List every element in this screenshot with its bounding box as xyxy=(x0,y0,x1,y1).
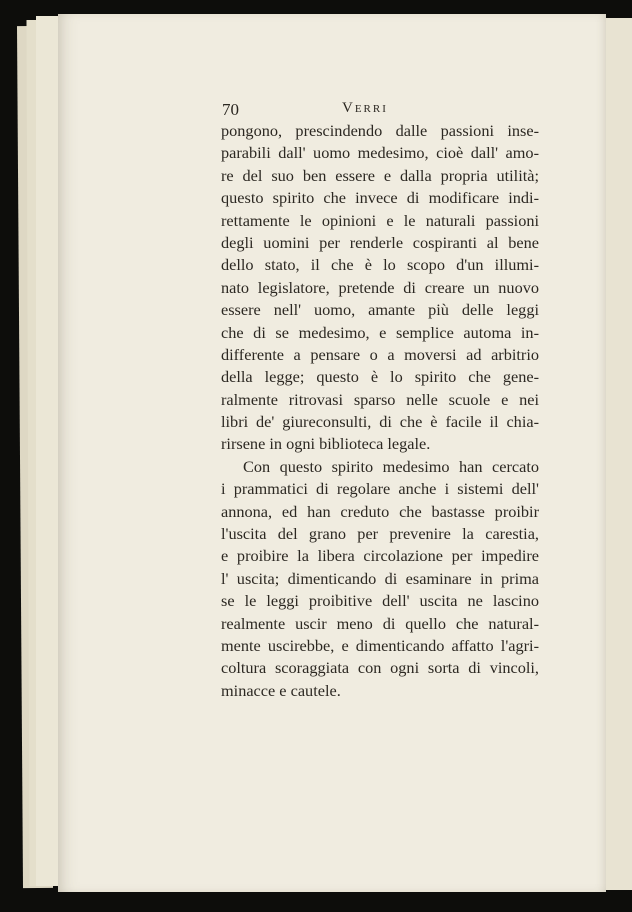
text-line: dello stato, il che è lo scopo d'un illumi- xyxy=(221,255,539,275)
text-line: libri de' giureconsulti, di che è facile il chia- xyxy=(221,412,539,432)
text-line: parabili dall' uomo medesimo, cioè dall' amo- xyxy=(221,143,539,163)
text-line: questo spirito che invece di modificare indi- xyxy=(221,188,539,208)
text-line: degli uomini per renderle cospiranti al bene xyxy=(221,232,539,252)
text-line: realmente uscir meno di quello che natural- xyxy=(221,613,539,633)
text-line: minacce e cautele. xyxy=(221,680,341,700)
text-line: Con questo spirito medesimo han cercato xyxy=(243,456,539,476)
text-line: della legge; questo è lo spirito che gene- xyxy=(221,367,539,387)
text-line: nato legislatore, pretende di creare un nuovo xyxy=(221,277,539,297)
facing-page-edge xyxy=(603,18,632,890)
text-line: annona, ed han creduto che bastasse proibir xyxy=(221,501,539,521)
text-line: ralmente ritrovasi sparso nelle scuole e nei xyxy=(221,389,539,409)
text-line: che di se medesimo, e semplice automa in- xyxy=(221,322,539,342)
text-line: essere nell' uomo, amante più delle leggi xyxy=(221,300,539,320)
text-line: l' uscita; dimenticando di esaminare in prima xyxy=(221,568,539,588)
paragraph xyxy=(221,120,539,456)
text-line: i prammatici di regolare anche i sistemi dell' xyxy=(221,479,539,499)
text-line: l'uscita del grano per prevenire la carestia, xyxy=(221,524,539,544)
text-line: mente uscirebbe, e dimenticando affatto l'agri- xyxy=(221,635,539,655)
text-line: rirsene in ogni biblioteca legale. xyxy=(221,434,431,454)
text-line: differente a pensare o a moversi ad arbitrio xyxy=(221,344,539,364)
text-line: re del suo ben essere e dalla propria utilità; xyxy=(221,165,539,185)
text-line: e proibire la libera circolazione per impedire xyxy=(221,546,539,566)
page-number: 70 xyxy=(222,100,239,119)
text-line: coltura scoraggiata con ogni sorta di vincoli, xyxy=(221,658,539,678)
text-line: rettamente le opinioni e le naturali passioni xyxy=(221,210,539,230)
body-text xyxy=(221,120,539,702)
text-line: se le leggi proibitive dell' uscita ne lascino xyxy=(221,591,539,611)
text-line: pongono, prescindendo dalle passioni inse- xyxy=(221,121,539,140)
paragraph xyxy=(221,456,539,702)
running-head: Verri xyxy=(342,100,388,116)
